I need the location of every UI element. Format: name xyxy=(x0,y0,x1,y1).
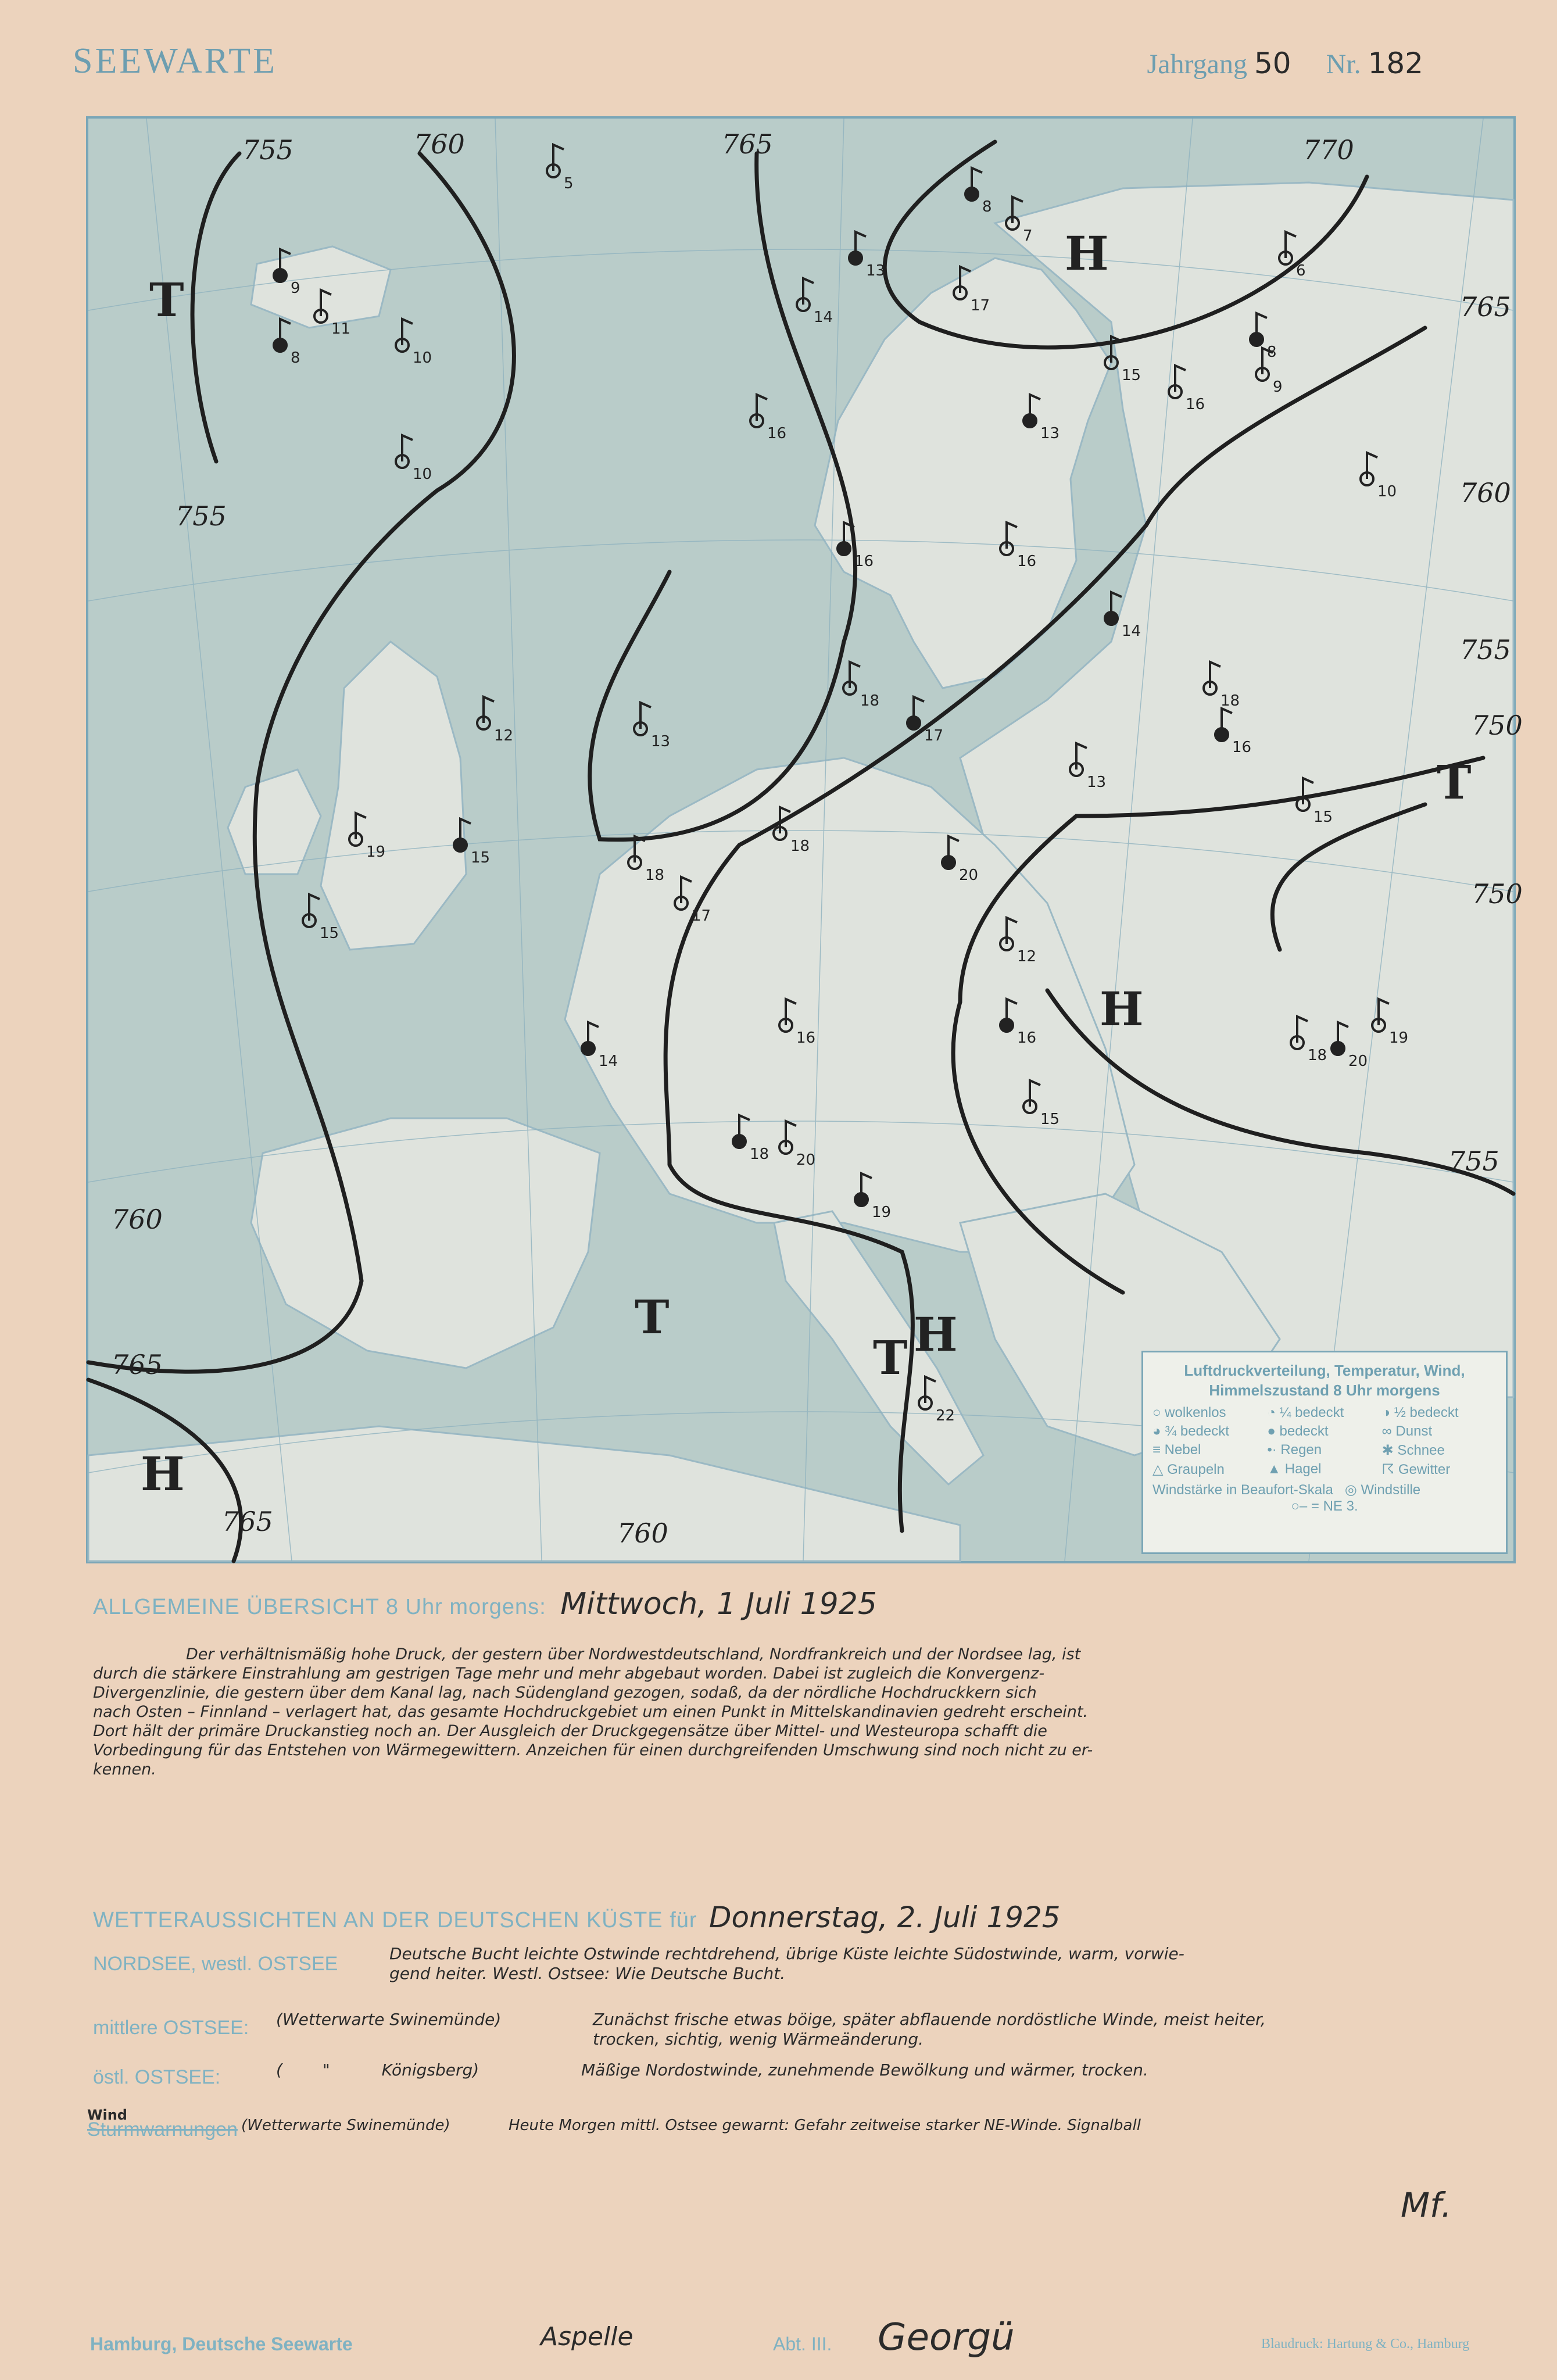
station-temperature: 18 xyxy=(750,1146,769,1163)
footer-abt: Abt. III. xyxy=(773,2334,832,2354)
station-temperature: 17 xyxy=(692,907,711,925)
isobar-label: 765 xyxy=(1460,291,1511,323)
pressure-center-high: H xyxy=(1065,226,1109,281)
isobar-label: 760 xyxy=(112,1204,163,1235)
pressure-center-low: T xyxy=(1437,755,1472,810)
isobar-label: 755 xyxy=(1460,634,1511,665)
station-temperature: 18 xyxy=(860,692,880,710)
footer-publisher: Hamburg, Deutsche Seewarte xyxy=(90,2334,353,2354)
station-temperature: 15 xyxy=(1040,1111,1060,1128)
isobar-label: 770 xyxy=(1303,134,1354,166)
isobar-label: 750 xyxy=(1472,878,1523,910)
land-ireland xyxy=(228,770,321,874)
overview-line: Der verhältnismäßig hohe Druck, der gestern über Nordwestdeutschland, Nordfrankreich und der Nordsee lag, ist xyxy=(186,1645,1081,1663)
legend-wind-note: Windstärke in Beaufort-Skala xyxy=(1152,1482,1333,1498)
warn-block xyxy=(87,2107,238,2141)
oestl-station xyxy=(276,2060,479,2080)
legend-item: ◕ ¾ bedeckt xyxy=(1152,1423,1229,1439)
nordsee-label: NORDSEE, westl. OSTSEE xyxy=(93,1953,338,1975)
oestl-open: ( xyxy=(276,2060,282,2080)
overview-line: durch die stärkere Einstrahlung am gestrigen Tage mehr und mehr abgebaut worden. Dabei ist zugleich die Konvergenz- xyxy=(93,1665,1045,1683)
isobar-label: 765 xyxy=(112,1349,163,1380)
header-issue xyxy=(1147,46,1423,80)
station-temperature: 14 xyxy=(1122,622,1141,640)
station-temperature: 8 xyxy=(1267,343,1277,361)
nordsee-line: gend heiter. Westl. Ostsee: Wie Deutsche Bucht. xyxy=(389,1964,786,1983)
outlook-date: Donnerstag, 2. Juli 1925 xyxy=(709,1901,1061,1934)
legend-items xyxy=(1152,1405,1497,1478)
station-temperature: 10 xyxy=(413,466,432,483)
pressure-center-low: T xyxy=(873,1330,908,1385)
warn-text: Heute Morgen mittl. Ostsee gewarnt: Gefahr zeitweise starker NE-Winde. Signalball xyxy=(509,2117,1141,2134)
station-temperature: 6 xyxy=(1296,262,1306,280)
isobar-label: 765 xyxy=(722,128,773,160)
station-temperature: 8 xyxy=(982,198,992,216)
station-temperature: 20 xyxy=(1348,1053,1368,1070)
legend-wind xyxy=(1152,1481,1497,1498)
map-legend xyxy=(1141,1351,1508,1554)
jahrgang-label: Jahrgang xyxy=(1147,49,1247,80)
isobar-label: 750 xyxy=(1472,710,1523,741)
station-temperature: 8 xyxy=(291,349,300,367)
mittlere-line: trocken, sichtig, wenig Wärmeänderung. xyxy=(593,2030,924,2049)
station-temperature: 13 xyxy=(651,733,671,750)
station-temperature: 13 xyxy=(1040,425,1060,442)
warn-station: (Wetterwarte Swinemünde) xyxy=(241,2117,450,2134)
station-temperature: 9 xyxy=(1273,378,1283,396)
station-temperature: 18 xyxy=(1220,692,1240,710)
station-temperature: 15 xyxy=(1122,367,1141,384)
outlook-heading xyxy=(93,1901,1061,1934)
oestl-forecast: Mäßige Nordostwinde, zunehmende Bewölkung und wärmer, trocken. xyxy=(581,2060,1148,2080)
station-temperature: 20 xyxy=(796,1151,816,1169)
weather-map xyxy=(86,116,1523,1563)
legend-item: ● bedeckt xyxy=(1267,1423,1329,1439)
station-temperature: 18 xyxy=(1308,1047,1327,1064)
overview-line: Dort hält der primäre Druckanstieg noch an. Der Ausgleich der Druckgegensätze über Mittel- und Westeuropa schafft die xyxy=(93,1722,1047,1740)
land-scandinavia xyxy=(815,258,1111,688)
mittlere-forecast xyxy=(593,2010,1523,2049)
overview-label: ALLGEMEINE ÜBERSICHT 8 Uhr morgens: xyxy=(93,1595,546,1619)
overview-date: Mittwoch, 1 Juli 1925 xyxy=(560,1587,877,1622)
station-temperature: 16 xyxy=(1186,396,1205,413)
station-temperature: 10 xyxy=(1377,483,1397,500)
pressure-center-low: T xyxy=(149,273,184,327)
legend-example: ○‒ = NE 3. xyxy=(1291,1498,1358,1514)
warn-label: Sturmwarnungen xyxy=(87,2118,238,2141)
station-temperature: 18 xyxy=(645,867,665,884)
legend-item: ∞ Dunst xyxy=(1381,1423,1433,1439)
station-temperature: 11 xyxy=(331,320,351,338)
station-temperature: 15 xyxy=(320,925,339,942)
land-britain xyxy=(321,642,466,950)
station-temperature: 14 xyxy=(814,309,833,326)
outlook-label: WETTERAUSSICHTEN AN DER DEUTSCHEN KÜSTE für xyxy=(93,1908,697,1932)
legend-item: ◔ ¼ bedeckt xyxy=(1267,1405,1344,1420)
legend-item: ☈ Gewitter xyxy=(1381,1462,1451,1477)
station-temperature: 13 xyxy=(866,262,886,280)
station-temperature: 15 xyxy=(1313,808,1333,826)
legend-item: ≡ Nebel xyxy=(1152,1442,1201,1458)
station-temperature: 10 xyxy=(413,349,432,367)
nordsee-line: Deutsche Bucht leichte Ostwinde rechtdrehend, übrige Küste leichte Südostwinde, warm, vorwie- xyxy=(389,1944,1184,1963)
footer-signature-2: Georgü xyxy=(878,2316,1015,2359)
station-temperature: 16 xyxy=(767,425,787,442)
station-temperature: 9 xyxy=(291,280,300,297)
overview-line: nach Osten – Finnland – verlagert hat, das gesamte Hochdruckgebiet um einen Punkt in Mittelskandinavien gedreht erscheint. xyxy=(93,1703,1089,1721)
legend-item: ○ wolkenlos xyxy=(1152,1405,1226,1420)
isobar-label: 760 xyxy=(617,1518,668,1549)
oestl-ditto: " xyxy=(322,2060,330,2080)
land-iberia xyxy=(251,1118,600,1368)
nordsee-forecast xyxy=(389,1944,1523,1984)
legend-item: ✱ Schnee xyxy=(1381,1443,1445,1458)
pressure-center-high: H xyxy=(1100,982,1144,1036)
station-temperature: 16 xyxy=(1017,1029,1037,1047)
station-temperature: 19 xyxy=(1389,1029,1409,1047)
isobar-label: 755 xyxy=(242,134,293,166)
overview-line: kennen. xyxy=(93,1760,156,1778)
overview-text xyxy=(93,1645,1523,1779)
pressure-center-low: T xyxy=(635,1290,670,1344)
station-temperature: 19 xyxy=(872,1204,892,1221)
isobar-label: 755 xyxy=(176,500,227,532)
mittlere-line: Zunächst frische etwas böige, später abflauende nordöstliche Winde, meist heiter, xyxy=(593,2010,1266,2029)
initials: Mf. xyxy=(1401,2185,1452,2225)
station-temperature: 12 xyxy=(494,727,514,745)
isobar-label: 765 xyxy=(222,1506,273,1537)
legend-title-1: Luftdruckverteilung, Temperatur, Wind, xyxy=(1184,1362,1465,1379)
header-title: SEEWARTE xyxy=(73,41,278,81)
pressure-center-high: H xyxy=(141,1447,185,1501)
isobar-label: 755 xyxy=(1448,1146,1499,1177)
land-africa xyxy=(88,1426,960,1561)
oestl-label: östl. OSTSEE: xyxy=(93,2066,221,2088)
station-temperature: 16 xyxy=(854,553,874,570)
legend-calm: ◎ Windstille xyxy=(1344,1482,1421,1498)
overview-heading xyxy=(93,1587,877,1622)
station-temperature: 5 xyxy=(564,175,574,192)
overview-line: Divergenzlinie, die gestern über dem Kanal lag, nach Südengland gezogen, sodaß, da der nördliche Hochdruckkern sich xyxy=(93,1684,1037,1702)
overview-line: Vorbedingung für das Entstehen von Wärmegewittern. Anzeichen für einen durchgreifenden Umschwung sind noch nicht zu er- xyxy=(93,1741,1093,1759)
station-temperature: 16 xyxy=(796,1029,816,1047)
legend-item: ▲ Hagel xyxy=(1267,1461,1322,1477)
nr-value: 182 xyxy=(1368,46,1423,80)
nr-label: Nr. xyxy=(1326,49,1361,80)
legend-item: △ Graupeln xyxy=(1152,1462,1225,1477)
legend-item: •· Regen xyxy=(1267,1442,1322,1458)
footer-printer: Blaudruck: Hartung & Co., Hamburg xyxy=(1261,2336,1470,2352)
station-temperature: 20 xyxy=(959,867,979,884)
station-temperature: 12 xyxy=(1017,948,1037,965)
footer-signature-1: Aspelle xyxy=(541,2322,633,2352)
station-temperature: 17 xyxy=(971,297,990,314)
isobar-label: 760 xyxy=(414,128,465,160)
mittlere-station: (Wetterwarte Swinemünde) xyxy=(276,2010,502,2029)
station-temperature: 17 xyxy=(924,727,944,745)
station-temperature: 16 xyxy=(1017,553,1037,570)
warn-prefix: Wind xyxy=(87,2107,127,2123)
oestl-station-name: Königsberg) xyxy=(381,2060,479,2080)
mittlere-label: mittlere OSTSEE: xyxy=(93,2017,249,2039)
pressure-center-high: H xyxy=(914,1307,958,1362)
legend-title-2: Himmelszustand 8 Uhr morgens xyxy=(1209,1382,1440,1399)
jahrgang-value: 50 xyxy=(1254,46,1291,80)
isobar-label: 760 xyxy=(1460,477,1511,509)
station-temperature: 16 xyxy=(1232,739,1252,756)
station-temperature: 13 xyxy=(1087,774,1107,791)
station-temperature: 19 xyxy=(366,843,386,861)
station-temperature: 7 xyxy=(1023,227,1033,245)
station-temperature: 22 xyxy=(936,1407,955,1425)
station-temperature: 15 xyxy=(471,849,491,867)
legend-item: ◑ ½ bedeckt xyxy=(1381,1405,1459,1420)
station-temperature: 18 xyxy=(790,838,810,855)
map-drawing xyxy=(88,119,1523,1561)
station-temperature: 14 xyxy=(599,1053,618,1070)
